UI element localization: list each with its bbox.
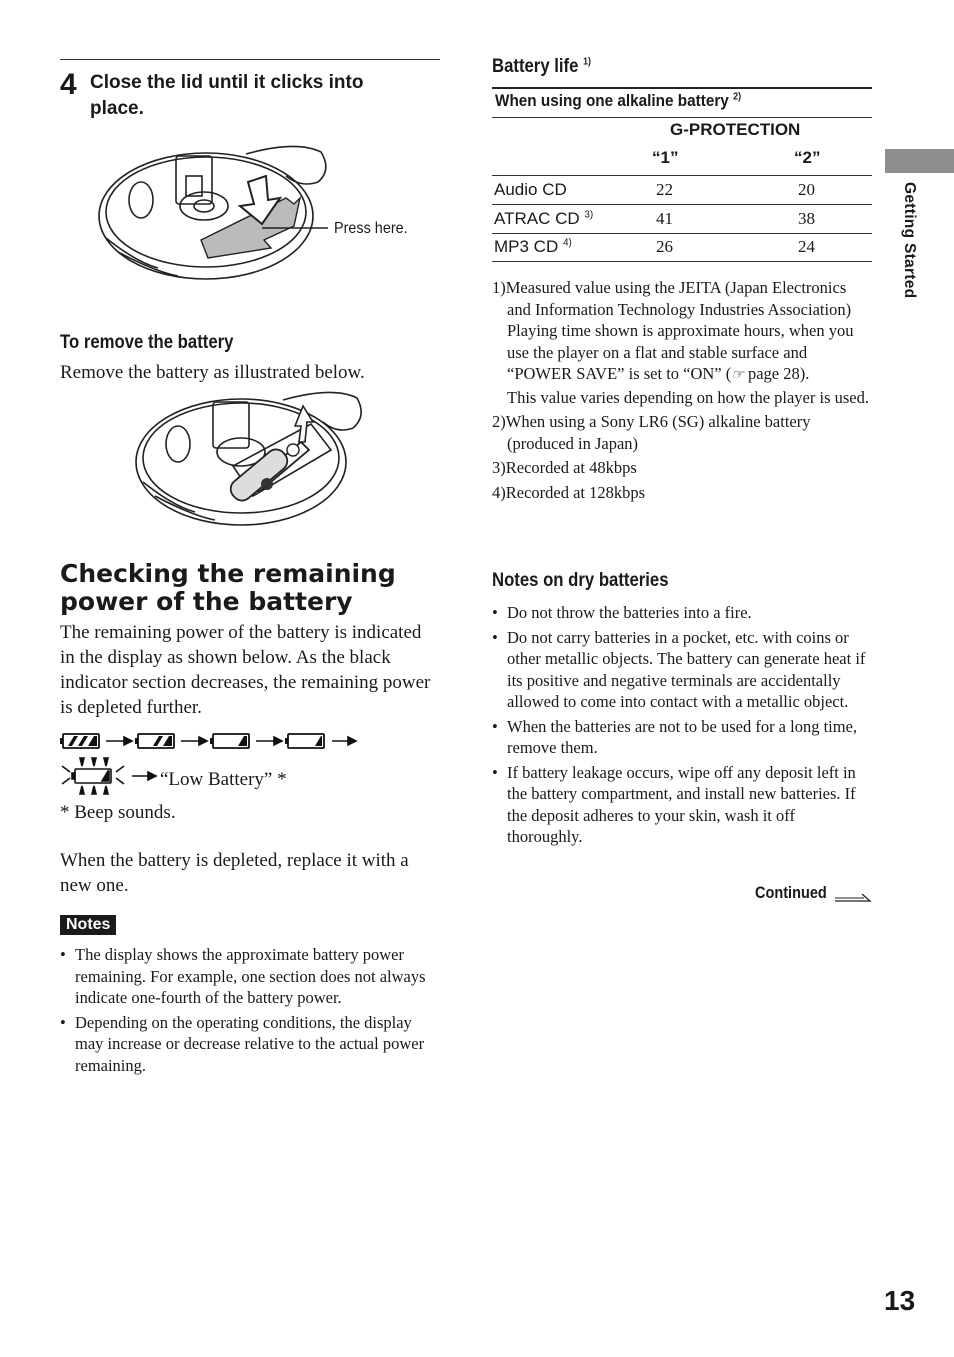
value-cell: 38 <box>784 205 872 234</box>
top-rule <box>60 59 440 60</box>
list-item: • Do not throw the batteries into a fire. <box>492 602 874 624</box>
checking-paragraph: The remaining power of the battery is indicated in the display as shown below. As the black indicator section decreases, the remaining power is depleted further. <box>60 622 431 718</box>
dry-batteries-list <box>492 602 874 851</box>
table-top-rule <box>492 87 872 89</box>
col-header-2: “2” <box>794 148 821 167</box>
dry-batteries-heading: Notes on dry batteries <box>492 570 669 591</box>
row-label-text: MP3 CD <box>494 237 559 257</box>
low-battery-label: “Low Battery” * <box>160 769 287 790</box>
row-footnote-ref: 3) <box>584 209 594 221</box>
table-caption-footnote-ref: 2) <box>733 91 742 103</box>
value-cell: 41 <box>642 205 784 234</box>
col-header-1: “1” <box>652 148 679 167</box>
battery-life-footnote-ref: 1) <box>583 56 591 68</box>
remove-battery-illustration <box>133 388 369 530</box>
table-row <box>492 233 872 262</box>
footnote-1-extra-c: This value varies depending on how the player is used. <box>507 387 869 407</box>
row-label-text: ATRAC CD <box>494 208 580 228</box>
table-caption <box>495 91 741 111</box>
table-row <box>492 205 872 234</box>
list-item: • If battery leakage occurs, wipe off any deposit left in the battery compartment, and install new batteries. If the deposit adheres to your skin, wash it off thoroughly. <box>492 762 874 848</box>
list-item: • Do not carry batteries in a pocket, etc. with coins or other metallic objects. The battery can generate heat if its positive and negative terminals are accidentally allowed to come into contact with a metallic object. <box>492 627 874 713</box>
remove-battery-text: Remove the battery as illustrated below. <box>60 362 365 383</box>
list-item: • Depending on the operating conditions, the display may increase or decrease relative to the actual power remaining. <box>60 1012 442 1077</box>
row-label <box>492 176 642 205</box>
value-cell: 20 <box>784 176 872 205</box>
value-cell: 24 <box>784 233 872 262</box>
page-ref-icon: ☞ <box>731 368 744 383</box>
low-battery-blinking-icon <box>60 756 160 796</box>
list-item: • When the batteries are not to be used for a long time, remove them. <box>492 716 874 759</box>
footnotes-list <box>492 277 874 506</box>
footnote-item: 3)Recorded at 48kbps <box>492 458 637 477</box>
checking-heading: Checking the remaining power of the battery <box>60 559 396 616</box>
row-footnote-ref: 4) <box>562 237 572 249</box>
battery-life-heading-text: Battery life <box>492 56 579 77</box>
table-caption-rule <box>492 117 872 118</box>
section-tab-label: Getting Started <box>901 182 918 299</box>
battery-life-table <box>492 176 872 262</box>
notes-list <box>60 944 442 1079</box>
battery-indicator-sequence <box>60 730 360 754</box>
continued-label: Continued <box>755 884 827 902</box>
step-text: Close the lid until it clicks into place. <box>90 72 364 119</box>
footnote-1-text: 1)Measured value using the JEITA (Japan Electronics and Information Technology Industries Association) <box>492 278 852 319</box>
table-row <box>492 176 872 205</box>
footnote-1-extra-a: Playing time shown is approximate hours, when you use the player on a flat and stable surface and “POWER SAVE” is set to “ON” ( <box>507 321 854 383</box>
close-lid-illustration <box>96 140 336 286</box>
value-cell: 26 <box>642 233 784 262</box>
footnote-item <box>492 277 874 408</box>
row-label <box>492 233 642 262</box>
replace-battery-text: When the battery is depleted, replace it with a new one. <box>60 850 409 896</box>
value-cell: 22 <box>642 176 784 205</box>
row-label-text: Audio CD <box>494 180 567 199</box>
page-number: 13 <box>884 1285 916 1316</box>
list-item: • The display shows the approximate battery power remaining. For example, one section does not always indicate one-fourth of the battery power. <box>60 944 442 1009</box>
footnote-item: 4)Recorded at 128kbps <box>492 482 646 502</box>
step-number: 4 <box>60 68 77 101</box>
section-tab-marker <box>885 149 954 173</box>
row-label <box>492 205 642 234</box>
press-here-label: Press here. <box>334 220 408 237</box>
beep-note: * Beep sounds. <box>60 802 176 823</box>
table-caption-text: When using one alkaline battery <box>495 91 729 110</box>
battery-life-heading <box>492 56 591 78</box>
remove-battery-heading: To remove the battery <box>60 332 234 353</box>
g-protection-header: G-PROTECTION <box>670 120 801 139</box>
notes-badge: Notes <box>60 915 116 935</box>
footnote-item: 2)When using a Sony LR6 (SG) alkaline battery (produced in Japan) <box>492 412 811 453</box>
footnote-1-extra-b: page 28). <box>743 364 810 383</box>
continued-arrow-icon <box>834 890 872 904</box>
